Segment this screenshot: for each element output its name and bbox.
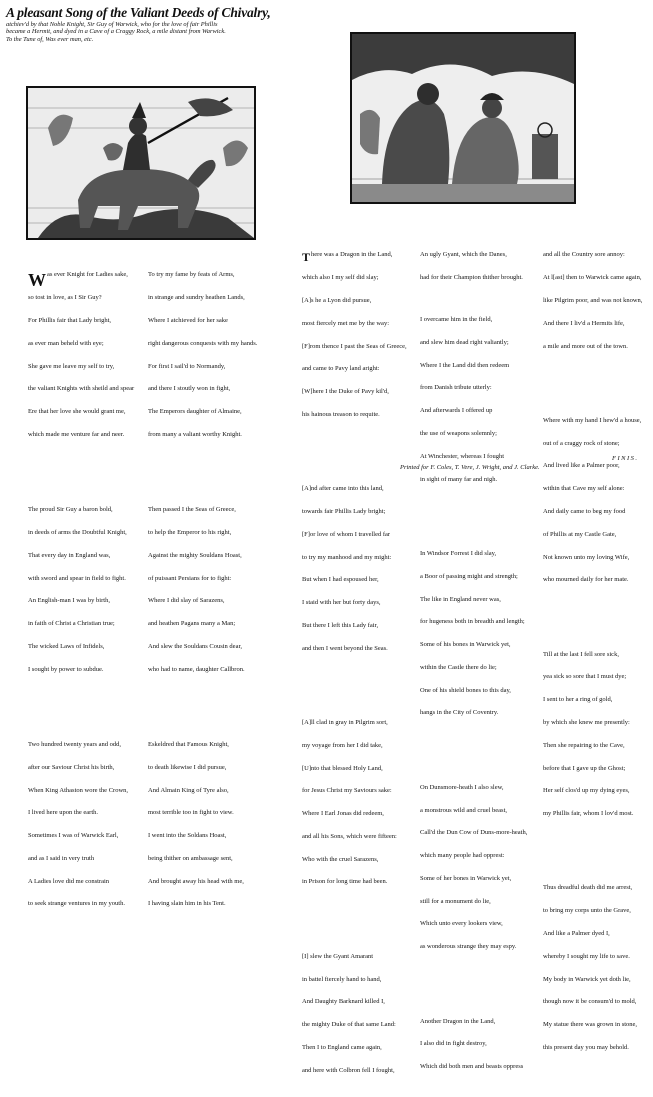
- printer-imprint: Printed for F. Coles, T. Vere, J. Wright, and J. Clarke.: [400, 464, 540, 471]
- verse-line: towards fair Phillis Lady bright;: [302, 507, 386, 515]
- verse-column-1: [28, 241, 134, 931]
- stanza: [543, 402, 642, 599]
- verse-line: by which she knew me presently:: [543, 719, 630, 726]
- verse-line: Where with my hand I hew'd a house,: [543, 416, 642, 424]
- verse-line: though now it be consum'd to mold,: [543, 998, 637, 1006]
- verse-line: to try my manhood and my might:: [302, 553, 392, 561]
- stanza: [148, 256, 257, 453]
- verse-line: as wonderous strange they may espy.: [420, 943, 517, 951]
- verse-line: right dangerous conquests with my hands.: [148, 339, 258, 347]
- verse-line: hangs in the City of Coventry.: [420, 709, 499, 717]
- verse-line: Sometimes I was of Warwick Earl,: [28, 832, 119, 840]
- verse-line: The Emperors daughter of Almaine,: [148, 408, 242, 416]
- subtitle-line: atchiev'd by that Noble Knight, Sir Guy of Warwick, who for the love of fair Phillis: [6, 21, 218, 28]
- verse-line: At Winchester, whereas I fought: [420, 452, 505, 460]
- verse-line: Another Dragon in the Land,: [420, 1017, 496, 1025]
- verse-line: and slew him dead right valiantly;: [420, 338, 509, 346]
- verse-line: And afterwards I offered up: [420, 407, 493, 415]
- verse-line: On Dunsmore-heath I also slew,: [420, 783, 504, 791]
- verse-line: as ever man beheld with eye;: [28, 339, 104, 347]
- verse-line: in battel fiercely hand to hand,: [302, 975, 382, 983]
- verse-line: in strange and sundry heathen Lands,: [148, 294, 245, 302]
- verse-line: of puissant Persians for to fight:: [148, 574, 232, 582]
- stanza: [302, 470, 407, 667]
- verse-line: which many people had opprest:: [420, 852, 505, 860]
- verse-line: She gave me leave my self to try,: [28, 362, 115, 370]
- verse-line: before that I gave up the Ghost;: [543, 764, 626, 772]
- verse-line: For Phillis fair that Lady bright,: [28, 316, 112, 324]
- finis-mark: FINIS.: [612, 455, 639, 462]
- subtitle-line: became a Hermit, and dyed in a Cave of a Craggy Rock, a mile distant from Warwick.: [6, 28, 226, 36]
- verse-line: I overcame him in the field,: [420, 316, 493, 324]
- verse-line: I sent to her a ring of gold,: [543, 696, 613, 704]
- subtitle-line: To the Tune of, Was ever man, etc.: [6, 35, 94, 43]
- verse-line: the mighty Duke of that same Land:: [302, 1021, 396, 1029]
- verse-line: Where I the Land did then redeem: [420, 361, 510, 369]
- verse-line: And there I liv'd a Hermits life,: [543, 319, 625, 327]
- verse-line: I lived here upon the earth.: [28, 809, 99, 817]
- verse-line: [W]here I the Duke of Pavy kil'd,: [302, 388, 389, 396]
- verse-line: as ever Knight for Ladies sake,: [47, 271, 128, 279]
- verse-line: I sought by power to subdue.: [28, 665, 104, 673]
- verse-line: But when I had espoused her,: [302, 576, 379, 584]
- verse-line: and there I stoutly won in fight,: [148, 385, 231, 393]
- verse-line: [F]or love of whom I travelled far: [302, 530, 391, 538]
- verse-line: whereby I sought my life to save.: [543, 952, 630, 960]
- verse-line: Ere that her love she would grant me,: [28, 408, 126, 416]
- verse-line: the valiant Knights with sheild and spear: [28, 385, 135, 393]
- verse-line: [F]rom thence I past the Seas of Greece,: [302, 342, 407, 350]
- hermit-and-lady-woodcut: [350, 32, 576, 204]
- verse-line: a monstrous wild and cruel beast,: [420, 806, 508, 814]
- verse-line: which made me venture far and neer.: [28, 430, 125, 438]
- verse-line: in sight of many far and nigh.: [420, 475, 498, 483]
- verse-line: And like a Palmer dyed I,: [543, 930, 610, 938]
- verse-line: to death likewise I did pursue,: [148, 763, 227, 771]
- verse-line: And slew the Souldans Cousin dear,: [148, 642, 242, 650]
- stanza: [28, 491, 134, 688]
- ballad-subtitle: [6, 21, 326, 43]
- stanza: [148, 726, 257, 923]
- drop-capital: T: [302, 250, 311, 265]
- verse-line: a mile and more out of the town.: [543, 342, 628, 350]
- verse-line: within that Cave my self alone:: [543, 485, 625, 493]
- verse-line: from many a valiant worthy Knight.: [148, 430, 242, 438]
- verse-line: Then I to England came again,: [302, 1043, 382, 1051]
- verse-line: And Almain King of Tyre also,: [148, 786, 229, 794]
- verse-line: with sword and spear in field to fight.: [28, 574, 126, 582]
- verse-line: One of his shield bones to this day,: [420, 686, 511, 694]
- stanza: [302, 704, 407, 901]
- verse-line: My body in Warwick yet doth lie,: [543, 975, 631, 983]
- verse-line: The like in England never was,: [420, 595, 501, 603]
- knight-on-horseback-woodcut: [26, 86, 256, 240]
- verse-line: a Boor of passing might and strength;: [420, 572, 518, 580]
- verse-line: In Windsor Forrest I did slay,: [420, 549, 497, 557]
- verse-line: and as I said in very truth: [28, 854, 95, 862]
- ballad-title: A pleasant Song of the Valiant Deeds of Chivalry,: [6, 5, 271, 20]
- verse-line: my Phillis fair, whom I lov'd most.: [543, 810, 634, 818]
- verse-line: had for their Champion thither brought.: [420, 274, 523, 282]
- verse-line: and then I went beyond the Seas.: [302, 644, 388, 652]
- verse-line: within the Castle there do lie;: [420, 663, 497, 671]
- verse-line: my voyage from her I did take,: [302, 741, 383, 749]
- verse-line: this present day you may behold.: [543, 1043, 629, 1051]
- verse-line: Eskeldred that Famous Knight,: [148, 741, 229, 748]
- verse-line: so tost in love, as I Sir Guy?: [28, 294, 102, 302]
- verse-line: most fiercely met me by the way:: [302, 319, 390, 327]
- verse-line: in faith of Christ a Christian true;: [28, 620, 115, 628]
- verse-line: Not known unto my loving Wife,: [543, 553, 630, 561]
- verse-line: from Danish tribute utterly:: [420, 384, 492, 392]
- verse-line: Which unto every lookers view,: [420, 920, 503, 928]
- verse-column-2: [148, 241, 257, 931]
- verse-line: At l[ast] then to Warwick came again,: [543, 274, 642, 282]
- verse-line: To try my fame by feats of Arms,: [148, 271, 235, 279]
- verse-line: being thither on ambassage sent,: [148, 854, 233, 862]
- verse-line: to help the Emperor to his right,: [148, 528, 232, 536]
- verse-line: and came to Pavy land aright:: [302, 365, 380, 373]
- verse-line: An ugly Gyant, which the Danes,: [420, 251, 507, 259]
- stanza: [302, 236, 407, 433]
- verse-line: And Daughty Barknard killed I,: [302, 998, 385, 1006]
- verse-line: and heathen Pagans many a Man;: [148, 620, 236, 628]
- verse-line: Then passed I the Seas of Greece,: [148, 506, 236, 514]
- verse-line: The wicked Laws of Infidels,: [28, 642, 105, 650]
- verse-line: Against the mighty Souldans Hoast,: [148, 551, 242, 559]
- verse-column-4: [420, 221, 527, 1094]
- verse-line: [A]s he a Lyon did pursue,: [302, 296, 372, 304]
- verse-line: Her self clos'd up my dying eyes,: [543, 787, 630, 795]
- verse-line: When King Athaston wore the Crown,: [28, 786, 129, 794]
- verse-line: Some of his bones in Warwick yet,: [420, 641, 511, 649]
- stanza: [420, 236, 527, 498]
- verse-line: Some of her bones in Warwick yet,: [420, 874, 512, 882]
- verse-line: to seek strange ventures in my youth.: [28, 900, 125, 908]
- drop-capital: W: [28, 270, 46, 291]
- stanza: [28, 726, 134, 923]
- verse-line: for hugeness both in breadth and length;: [420, 618, 525, 626]
- stanza: [148, 491, 257, 688]
- verse-line: That every day in England was,: [28, 551, 111, 559]
- verse-line: I having slain him in his Tent.: [148, 900, 226, 908]
- verse-line: of Phillis at my Castle Gate,: [543, 530, 617, 538]
- verse-line: Thus dreadful death did me arrest,: [543, 884, 633, 892]
- stanza: [420, 535, 527, 732]
- verse-column-5: [543, 221, 642, 1074]
- verse-column-3: [302, 221, 407, 1097]
- verse-line: [A]nd after came into this land,: [302, 485, 384, 493]
- verse-line: Then she repairing to the Cave,: [543, 741, 625, 749]
- stanza: [420, 769, 527, 966]
- verse-line: My statue there was grown in stone,: [543, 1021, 638, 1029]
- verse-line: [A]ll clad in gray in Pilgrim sort,: [302, 719, 388, 726]
- verse-line: Where I did slay of Sarazens,: [148, 597, 225, 605]
- verse-line: Two hundred twenty years and odd,: [28, 741, 122, 748]
- verse-line: in Prison for long time had been.: [302, 878, 388, 886]
- verse-line: [I] slew the Gyant Amarant: [302, 952, 374, 960]
- verse-line: A Ladies love did me constrain: [28, 877, 110, 885]
- stanza: [543, 236, 642, 365]
- verse-line: and all his Sons, which were fifteen:: [302, 832, 397, 840]
- verse-line: for Jesus Christ my Saviours sake:: [302, 787, 392, 795]
- verse-line: An English-man I was by birth,: [28, 597, 110, 605]
- verse-line: Where I Earl Jonas did redeem,: [302, 810, 384, 818]
- verse-line: like Pilgrim poor, and was not known,: [543, 296, 643, 304]
- verse-line: The proud Sir Guy a baron bold,: [28, 506, 113, 514]
- stanza: [420, 1002, 527, 1086]
- verse-line: his hainous treason to requite.: [302, 410, 380, 418]
- verse-line: I also did in fight destroy,: [420, 1040, 487, 1048]
- verse-line: which also I my self did slay;: [302, 274, 379, 282]
- verse-line: But there I left this Lady fair,: [302, 621, 379, 629]
- stanza: [302, 938, 407, 1090]
- verse-line: Where I atchieved for her sake: [148, 316, 228, 324]
- verse-line: and here with Colbron fell I fought,: [302, 1066, 395, 1074]
- verse-line: I went into the Soldans Hoast,: [148, 832, 227, 840]
- verse-line: who had to name, daughter Callbron.: [148, 665, 245, 673]
- verse-line: Call'd the Dun Cow of Duns-more-heath,: [420, 829, 528, 837]
- verse-line: And brought away his head with me,: [148, 877, 244, 885]
- verse-line: here was a Dragon in the Land,: [311, 251, 393, 259]
- verse-line: And lived like a Palmer poor,: [543, 462, 620, 470]
- stanza: [543, 635, 642, 832]
- verse-line: Which did both men and beasts oppress: [420, 1063, 524, 1071]
- verse-line: yea sick so sore that I must dye;: [543, 673, 627, 681]
- verse-line: in deeds of arms the Doubtful Knight,: [28, 528, 127, 536]
- verse-line: Who with the cruel Sarazens,: [302, 855, 379, 863]
- verse-line: who mourned daily for her mate.: [543, 576, 629, 584]
- verse-line: after our Saviour Christ his birth,: [28, 763, 115, 771]
- verse-line: out of a craggy rock of stone;: [543, 439, 620, 447]
- verse-line: For first I sail'd to Normandy,: [148, 362, 226, 370]
- stanza: [543, 869, 642, 1066]
- verse-line: I staid with her but forty days,: [302, 599, 381, 607]
- verse-line: [U]nto that blessed Holy Land,: [302, 764, 383, 772]
- verse-line: to bring my corps unto the Grave,: [543, 907, 631, 915]
- verse-line: and all the Country sore annoy:: [543, 251, 625, 259]
- verse-line: most terrible too in fight to view.: [148, 809, 234, 817]
- verse-line: And daily came to beg my food: [543, 507, 626, 515]
- verse-line: Till at the last I fell sore sick,: [543, 650, 619, 658]
- verse-line: the use of weapons solemnly;: [420, 430, 497, 438]
- verse-line: still for a monument do lie,: [420, 897, 491, 905]
- stanza: [28, 256, 134, 453]
